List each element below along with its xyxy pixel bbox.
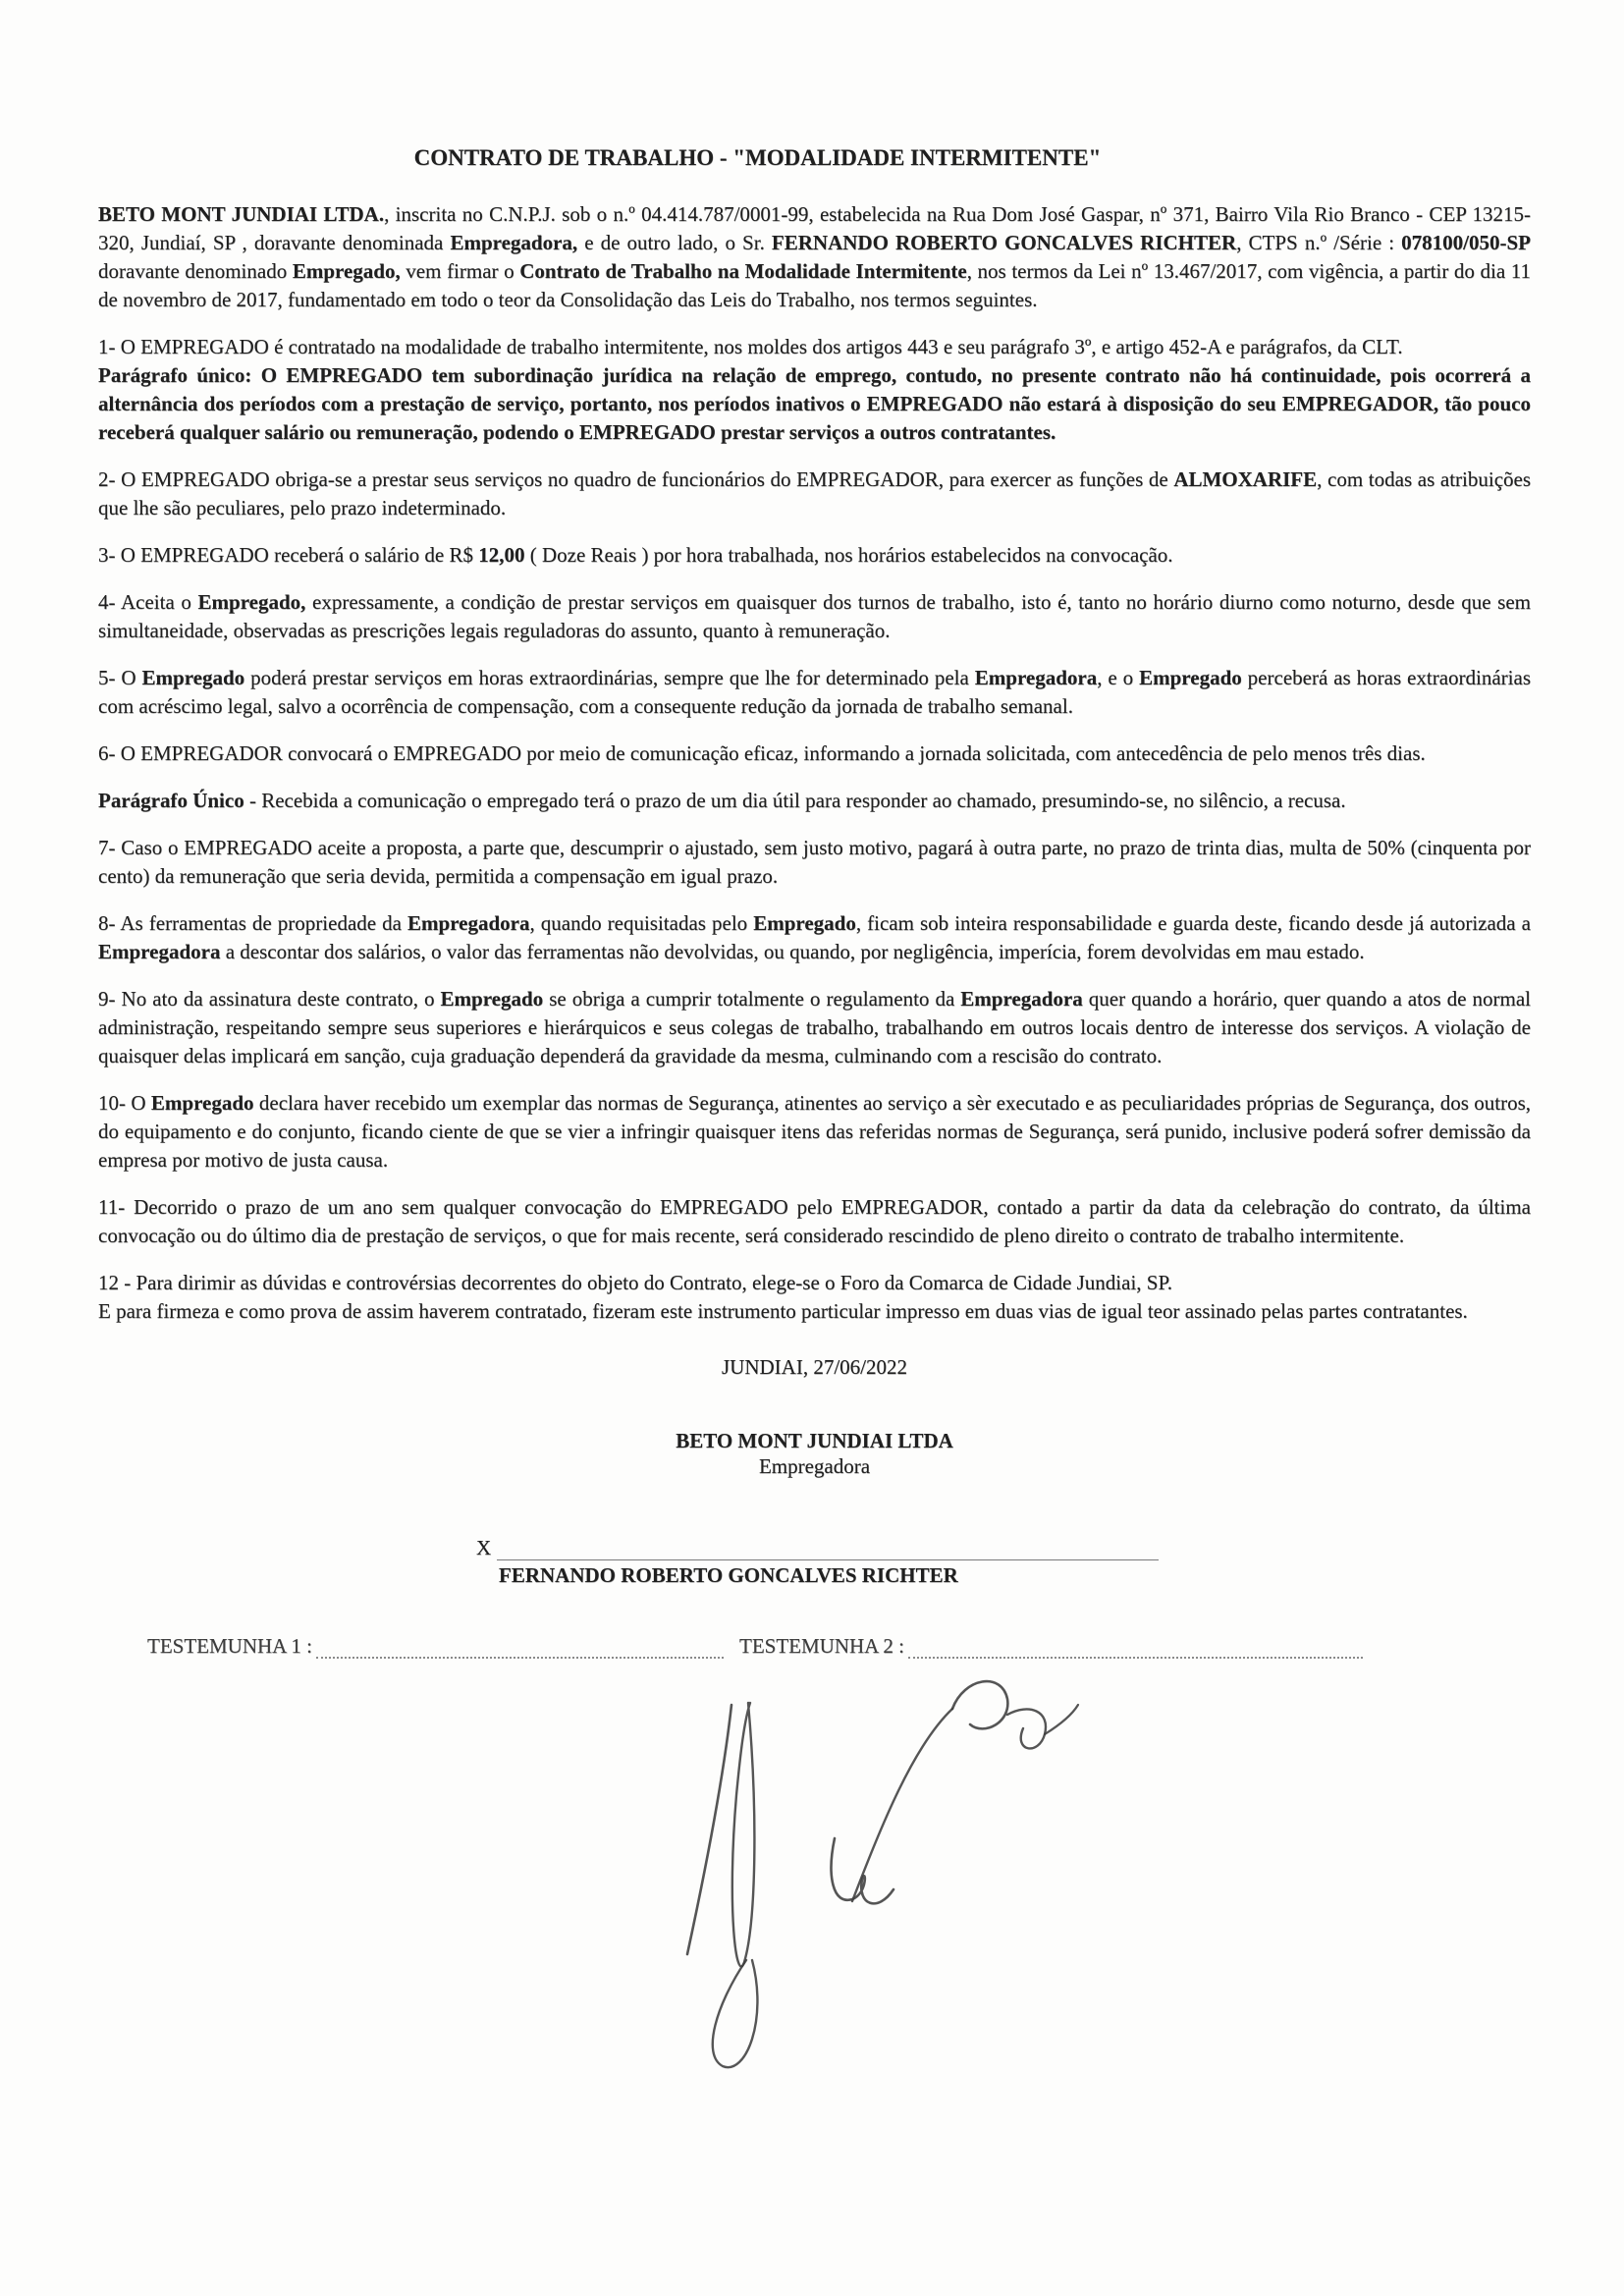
signature-place-date: JUNDIAI, 27/06/2022 [722, 1355, 907, 1379]
witness-row [147, 1633, 1363, 1659]
employee-signature-row [476, 1534, 1159, 1560]
signature-company-role: Empregadora [758, 1454, 871, 1478]
signature-x-mark: X [476, 1536, 492, 1559]
witness-2-label: TESTEMUNHA 2 : [739, 1634, 904, 1658]
contract-paragraph: 6- O EMPREGADOR convocará o EMPREGADO por meio de comunicação eficaz, informando a jornada solicitada, com antecedência de pelo menos três dias. [98, 741, 1426, 765]
contract-paragraph: E para firmeza e como prova de assim haverem contratado, fizeram este instrumento particular impresso em duas vias de igual teor assinado pelas partes contratantes. [98, 1299, 1468, 1323]
witness-2-line [908, 1633, 1363, 1659]
contract-paragraph: BETO MONT JUNDIAI LTDA., inscrita no C.N.P.J. sob o n.º 04.414.787/0001-99, estabelecida na Rua Dom José Gaspar, nº 371, Bairro Vila Rio Branco - CEP 13215-320, Jundiaí, SP , doravante denominada Empregadora, e de outro lado, o Sr. FERNANDO ROBERTO GONCALVES RICHTER, CTPS n.º /Série : 078100/050-SP doravante denominado Empregado, vem firmar o Contrato de Trabalho na Modalidade Intermitente, nos termos da Lei nº 13.467/2017, com vigência, a partir do dia 11 de novembro de 2017, fundamentado em todo o teor da Consolidação das Leis do Trabalho, nos termos seguintes. [98, 202, 1532, 311]
signature-employee-name: FERNANDO ROBERTO GONCALVES RICHTER [499, 1563, 958, 1587]
employee-signature-line [497, 1534, 1159, 1560]
contract-body [98, 200, 1531, 1326]
handwritten-signature [422, 1660, 1100, 2082]
contract-paragraph: 7- Caso o EMPREGADO aceite a proposta, a parte que, descumprir o ajustado, sem justo motivo, pagará à outra parte, no prazo de trinta dias, multa de 50% (cinquenta por cento) da remuneração que seria devida, permitida a compensação em igual prazo. [98, 836, 1531, 888]
contract-paragraph: 11- Decorrido o prazo de um ano sem qualquer convocação do EMPREGADO pelo EMPREGADOR, contado a partir da data da celebração do contrato, da última convocação ou do último dia de prestação de serviços, o que for mais recente, será considerado rescindido de pleno direito o contrato de trabalho intermitente. [98, 1195, 1531, 1247]
witness-1-label: TESTEMUNHA 1 : [147, 1634, 312, 1658]
contract-paragraph: Parágrafo único: O EMPREGADO tem subordinação jurídica na relação de emprego, contudo, no presente contrato não há continuidade, pois ocorrerá a alternância dos períodos com a prestação de serviço, portanto, nos períodos inativos o EMPREGADO não estará à disposição do seu EMPREGADOR, tão pouco receberá qualquer salário ou remuneração, podendo o EMPREGADO prestar serviços a outros contratantes. [98, 363, 1531, 444]
contract-paragraph: 3- O EMPREGADO receberá o salário de R$ 12,00 ( Doze Reais ) por hora trabalhada, nos horários estabelecidos na convocação. [98, 543, 1173, 567]
signature-company-name: BETO MONT JUNDIAI LTDA [676, 1429, 953, 1452]
contract-paragraph: 2- O EMPREGADO obriga-se a prestar seus serviços no quadro de funcionários do EMPREGADOR, para exercer as funções de ALMOXARIFE, com todas as atribuições que lhe são peculiares, pelo prazo indeterminado. [98, 467, 1532, 519]
contract-paragraph: 1- O EMPREGADO é contratado na modalidade de trabalho intermitente, nos moldes dos artigos 443 e seu parágrafo 3º, e artigo 452-A e parágrafos, da CLT. [98, 335, 1403, 358]
contract-paragraph: 10- O Empregado declara haver recebido um exemplar das normas de Segurança, atinentes ao serviço a sèr executado e as peculiaridades próprias de Segurança, dos outros, do equipamento e do conjunto, ficando ciente de que se vier a infringir quaisquer itens das referidas normas de Segurança, será punido, inclusive poderá sofrer demissão da empresa por motivo de justa causa. [98, 1091, 1531, 1172]
contract-paragraph: 9- No ato da assinatura deste contrato, o Empregado se obriga a cumprir totalmente o regulamento da Empregadora quer quando a horário, quer quando a atos de normal administração, respeitando sempre seus superiores e hierárquicos e seus colegas de trabalho, trabalhando em outros locais dentro de interesse dos serviços. A violação de quaisquer delas implicará em sanção, cuja graduação dependerá da gravidade da mesma, culminando com a rescisão do contrato. [98, 987, 1531, 1067]
contract-paragraph: 12 - Para dirimir as dúvidas e controvérsias decorrentes do objeto do Contrato, elege-se o Foro da Comarca de Cidade Jundiai, SP. [98, 1271, 1173, 1294]
contract-title: CONTRATO DE TRABALHO - "MODALIDADE INTERMITENTE" [413, 145, 1102, 170]
contract-paragraph: 5- O Empregado poderá prestar serviços em horas extraordinárias, sempre que lhe for determinado pela Empregadora, e o Empregado perceberá as horas extraordinárias com acréscimo legal, salvo a ocorrência de compensação, com a consequente redução da jornada de trabalho semanal. [98, 666, 1531, 718]
contract-paragraph: 8- As ferramentas de propriedade da Empregadora, quando requisitadas pelo Empregado, ficam sob inteira responsabilidade e guarda deste, ficando desde já autorizada a Empregadora a descontar dos salários, o valor das ferramentas não devolvidas, ou quando, por negligência, imperícia, forem devolvidas em mau estado. [98, 911, 1531, 963]
contract-paragraph: 4- Aceita o Empregado, expressamente, a condição de prestar serviços em quaisquer dos turnos de trabalho, isto é, tanto no horário diurno como noturno, desde que sem simultaneidade, observadas as prescrições legais reguladoras do assunto, quanto à remuneração. [98, 590, 1531, 642]
witness-1-line [316, 1633, 724, 1659]
contract-paragraph: Parágrafo Único - Recebida a comunicação o empregado terá o prazo de um dia útil para responder ao chamado, presumindo-se, no silêncio, a recusa. [98, 789, 1346, 812]
signature-section [98, 1355, 1531, 1659]
